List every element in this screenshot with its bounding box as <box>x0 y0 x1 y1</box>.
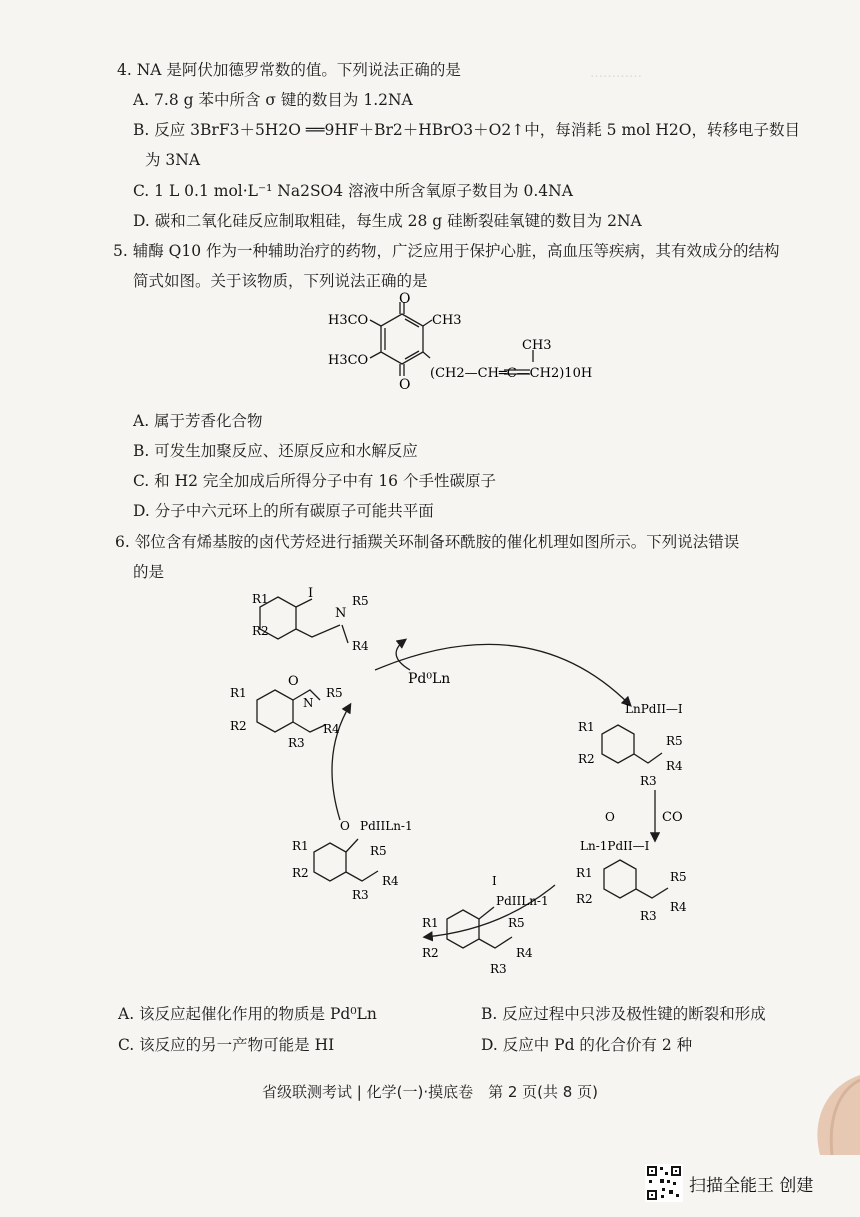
scanner-watermark <box>645 1164 813 1202</box>
label-r3-int4: R3 <box>352 888 369 902</box>
q6-stem-cont: 的是 <box>133 563 165 581</box>
label-r4-product: R4 <box>323 722 340 736</box>
label-r2-int4: R2 <box>292 866 309 880</box>
struct-methoxy-1: H3CO <box>328 313 369 328</box>
label-r3-int2: R3 <box>640 909 657 923</box>
label-pdln1-int3: PdIILn-1 <box>496 894 549 908</box>
label-r1-int2: R1 <box>576 866 593 880</box>
struct-methyl-chain: CH3 <box>522 338 552 353</box>
q6-option-b: B. 反应过程中只涉及极性键的断裂和形成 <box>481 1005 766 1023</box>
q6-stem: 6. 邻位含有烯基胺的卤代芳烃进行插羰关环制备环酰胺的催化机理如图所示。下列说法错误 <box>115 533 740 551</box>
q5-stem: 5. 辅酶 Q10 作为一种辅助治疗的药物，广泛应用于保护心脏，高血压等疾病，其有效成分的结构 <box>113 242 780 260</box>
label-r2-int1: R2 <box>578 752 595 766</box>
label-r5-int3: R5 <box>508 916 525 930</box>
label-r4-start: R4 <box>352 639 369 653</box>
label-r5-int1: R5 <box>666 734 683 748</box>
q5-stem-cont: 简式如图。关于该物质，下列说法正确的是 <box>133 272 428 290</box>
label-r5-int2: R5 <box>670 870 687 884</box>
bleed-through-text: ………… <box>590 66 642 81</box>
label-r1-start: R1 <box>252 592 269 606</box>
label-r2-int3: R2 <box>422 946 439 960</box>
label-r3-int1: R3 <box>640 774 657 788</box>
label-i-int3: I <box>492 874 497 888</box>
scanner-label: 扫描全能王 创建 <box>689 1175 814 1196</box>
label-n-product: N <box>303 696 314 710</box>
label-r1-int4: R1 <box>292 839 309 853</box>
q4-option-a: A. 7.8 g 苯中所含 σ 键的数目为 1.2NA <box>133 91 413 109</box>
label-r5-start: R5 <box>352 594 369 608</box>
label-co: CO <box>662 810 683 825</box>
struct-o-top: O <box>399 292 411 307</box>
label-r2-product: R2 <box>230 719 247 733</box>
struct-isoprenoid-chain: (CH2—CH═C—CH2)10H <box>430 366 593 381</box>
label-r4-int4: R4 <box>382 874 399 888</box>
q4-option-d: D. 碳和二氧化硅反应制取粗硅，每生成 28 g 硅断裂硅氧键的数目为 2NA <box>133 212 642 230</box>
q5-option-a: A. 属于芳香化合物 <box>133 412 263 430</box>
q5-option-b: B. 可发生加聚反应、还原反应和水解反应 <box>133 442 418 460</box>
catalytic-cycle-diagram <box>200 585 700 995</box>
label-r3-int3: R3 <box>490 962 507 976</box>
struct-o-bottom: O <box>399 377 411 393</box>
label-r2-start: R2 <box>252 624 269 638</box>
label-o-int2: O <box>605 810 615 824</box>
label-r5-product: R5 <box>326 686 343 700</box>
label-r4-int3: R4 <box>516 946 533 960</box>
page-footer: 省级联测考试 | 化学(一)·摸底卷 第 2 页(共 8 页) <box>262 1083 598 1101</box>
label-r3-product: R3 <box>288 736 305 750</box>
label-r2-int2: R2 <box>576 892 593 906</box>
q4-option-b: B. 反应 3BrF3＋5H2O ══9HF＋Br2＋HBrO3＋O2↑中，每消耗 5 mol H2O，转移电子数目 <box>133 121 800 139</box>
q6-option-c: C. 该反应的另一产物可能是 HI <box>118 1036 335 1054</box>
label-pdln1-int4: PdIILn-1 <box>360 819 413 833</box>
label-r1-int3: R1 <box>422 916 439 930</box>
q5-option-c: C. 和 H2 完全加成后所得分子中有 16 个手性碳原子 <box>133 472 496 490</box>
label-ln1pd-i: Ln-1PdII—I <box>580 839 650 853</box>
label-r1-product: R1 <box>230 686 247 700</box>
label-lnpd-i: LnPdII—I <box>625 702 683 716</box>
label-iodo-start: I <box>308 586 314 601</box>
label-o-int4: O <box>340 819 350 833</box>
finger-photo-artifact <box>770 1075 860 1155</box>
label-o-product: O <box>288 674 299 689</box>
label-n-start: N <box>335 606 347 621</box>
label-catalyst: Pd⁰Ln <box>408 671 451 687</box>
struct-methoxy-2: H3CO <box>328 353 369 368</box>
arrow-catalyst-return <box>396 640 410 670</box>
q5-option-d: D. 分子中六元环上的所有碳原子可能共平面 <box>133 502 434 520</box>
coenzyme-q10-structure <box>320 292 620 404</box>
label-r4-int1: R4 <box>666 759 683 773</box>
q4-option-b-cont: 为 3NA <box>145 151 201 169</box>
label-r5-int4: R5 <box>370 844 387 858</box>
q6-option-d: D. 反应中 Pd 的化合价有 2 种 <box>481 1036 693 1054</box>
label-r4-int2: R4 <box>670 900 687 914</box>
q4-option-c: C. 1 L 0.1 mol·L⁻¹ Na2SO4 溶液中所含氧原子数目为 0.4NA <box>133 182 573 200</box>
q6-option-a: A. 该反应起催化作用的物质是 Pd⁰Ln <box>118 1005 377 1023</box>
struct-methyl-ring: CH3 <box>432 313 462 328</box>
q4-stem: 4. NA 是阿伏加德罗常数的值。下列说法正确的是 <box>117 61 461 79</box>
qr-code-icon <box>645 1164 683 1202</box>
label-r1-int1: R1 <box>578 720 595 734</box>
